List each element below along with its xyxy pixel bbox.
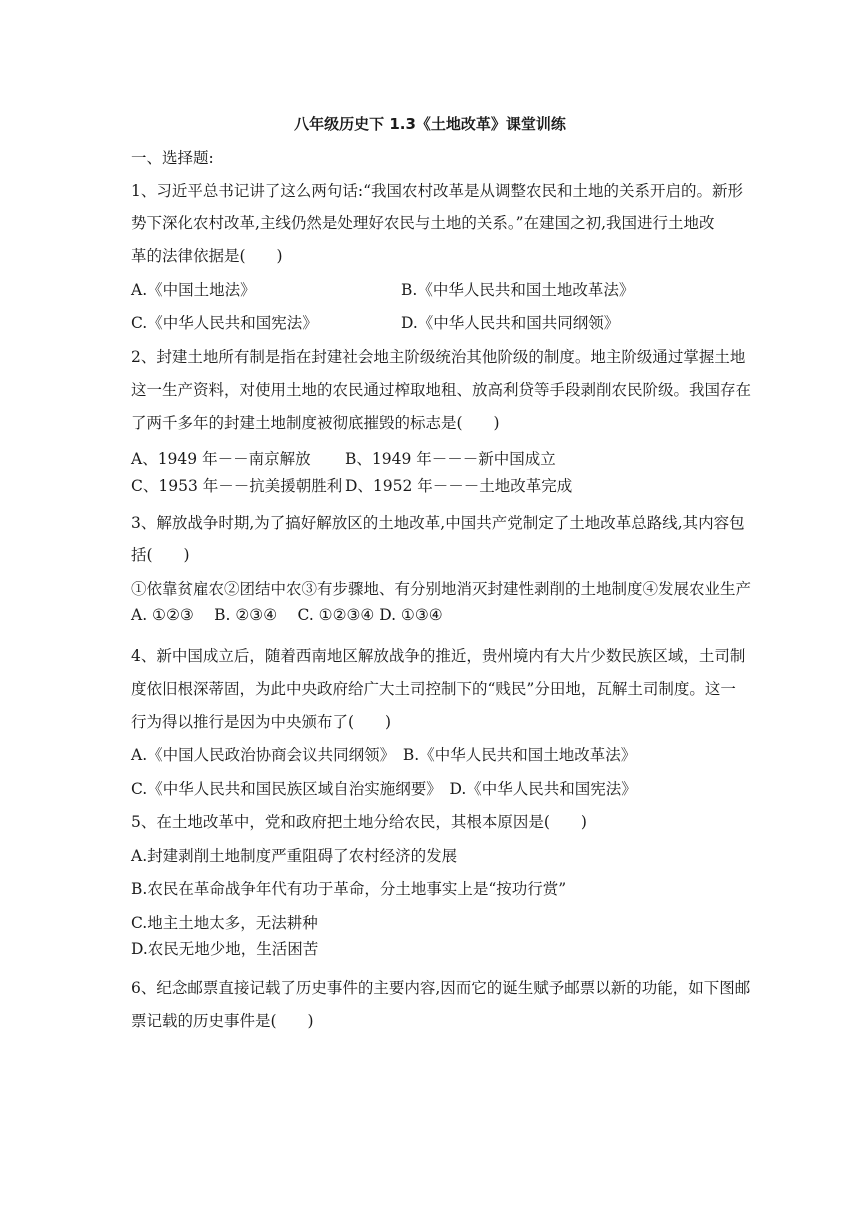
q5-option-a: A.封建剥削土地制度严重阻碍了农村经济的发展 [131, 847, 458, 865]
q4-options-row-2: C.《中华人民共和国民族区域自治实施纲要》 D.《中华人民共和国宪法》 [131, 780, 637, 798]
q2-option-c: C、1953 年－－抗美援朝胜利 [131, 477, 343, 495]
q1-option-c: C.《中华人民共和国宪法》 [131, 314, 318, 332]
q2-option-a: A、1949 年－－南京解放 [131, 450, 311, 468]
q3-stem-line-1: 3、解放战争时期,为了搞好解放区的土地改革,中国共产党制定了土地改革总路线,其内容包 [131, 514, 745, 532]
q2-stem-line-1: 2、封建土地所有制是指在封建社会地主阶级统治其他阶级的制度。地主阶级通过掌握土地 [131, 348, 746, 366]
q6-stem-line-2: 票记载的历史事件是( ) [131, 1012, 314, 1030]
q2-stem-line-3: 了两千多年的封建土地制度被彻底摧毁的标志是( ) [131, 414, 500, 432]
q5-option-c: C.地主土地太多，无法耕种 [131, 914, 318, 932]
section-heading: 一、选择题: [131, 149, 214, 167]
q1-options-row-1 [131, 281, 256, 299]
q4-stem-line-2: 度依旧根深蒂固，为此中央政府给广大土司控制下的“贱民”分田地，瓦解土司制度。这一 [131, 680, 736, 698]
q1-stem-line-2: 势下深化农村改革,主线仍然是处理好农民与土地的关系。”在建国之初,我国进行土地改 [131, 214, 715, 232]
q1-stem-line-1: 1、习近平总书记讲了这么两句话:“我国农村改革是从调整农民和土地的关系开启的。新形 [131, 182, 744, 200]
q4-stem-line-3: 行为得以推行是因为中央颁布了( ) [131, 713, 392, 731]
q1-option-a: A.《中国土地法》 [131, 281, 256, 299]
page-title: 八年级历史下 1.3《土地改革》课堂训练 [294, 115, 566, 133]
q2-option-b: B、1949 年－－－新中国成立 [345, 450, 556, 468]
q1-stem-line-3: 革的法律依据是( ) [131, 247, 283, 265]
q1-option-d: D.《中华人民共和国共同纲领》 [401, 314, 620, 332]
q4-stem-line-1: 4、新中国成立后，随着西南地区解放战争的推近，贵州境内有大片少数民族区域，土司制 [131, 647, 746, 665]
q5-option-b: B.农民在革命战争年代有功于革命，分土地事实上是“按功行赏” [131, 880, 567, 898]
q3-options: A. ①②③ B. ②③④ C. ①②③④ D. ①③④ [131, 606, 443, 624]
q1-option-b: B.《中华人民共和国土地改革法》 [401, 281, 635, 299]
q3-statements: ①依靠贫雇农②团结中农③有步骤地、有分别地消灭封建性剥削的土地制度④发展农业生产 [131, 580, 752, 598]
q5-stem: 5、在土地改革中，党和政府把土地分给农民，其根本原因是( ) [131, 813, 587, 831]
q2-option-d: D、1952 年－－－土地改革完成 [345, 477, 573, 495]
q5-option-d: D.农民无地少地，生活困苦 [131, 940, 319, 958]
q6-stem-line-1: 6、纪念邮票直接记载了历史事件的主要内容,因而它的诞生赋予邮票以新的功能，如下图邮 [131, 979, 751, 997]
q3-stem-line-2: 括( ) [131, 546, 190, 564]
q4-options-row-1: A.《中国人民政治协商会议共同纲领》 B.《中华人民共和国土地改革法》 [131, 746, 637, 764]
q2-stem-line-2: 这一生产资料，对使用土地的农民通过榨取地租、放高利贷等手段剥削农民阶级。我国存在 [131, 381, 752, 399]
